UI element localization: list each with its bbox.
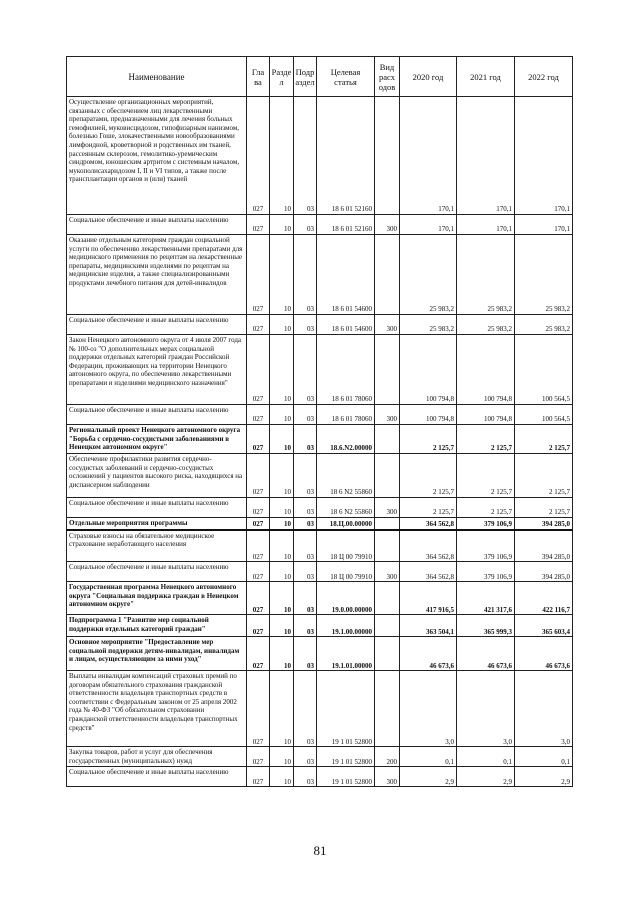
table-row: [67, 405, 573, 425]
row-name: Оказание отдельным категориям граждан социальной услуги по обеспечению лекарственными препаратами для медицинского применения по рецептам на лекарственные препараты, медицинскими изделиями по рецептам на медицинские изделия, а также специализированными продуктами лечебного питания для детей-инвалидов: [67, 235, 247, 315]
row-razdel: 10: [270, 498, 294, 518]
header-celevaya: Целевая статья: [317, 57, 375, 97]
row-podrazdel: 03: [294, 97, 317, 215]
row-celevaya-statya: 18 6 01 52160: [317, 215, 375, 235]
table-row: [67, 335, 573, 405]
row-value-2020: 46 673,6: [400, 637, 457, 671]
row-glava: 027: [247, 405, 270, 425]
row-name: Отдельные мероприятия программы: [67, 518, 247, 530]
row-vid-raskhodov: 300: [375, 215, 400, 235]
row-value-2020: 170,1: [400, 97, 457, 215]
header-razdel: Разде л: [270, 57, 294, 97]
row-podrazdel: 03: [294, 671, 317, 747]
row-value-2020: 363 504,1: [400, 615, 457, 637]
row-name: Подпрограмма 1 "Развитие мер социальной поддержки отдельных категорий граждан": [67, 615, 247, 637]
row-celevaya-statya: 18 6 N2 55860: [317, 454, 375, 498]
row-glava: 027: [247, 518, 270, 530]
row-vid-raskhodov: [375, 615, 400, 637]
row-podrazdel: 03: [294, 405, 317, 425]
row-razdel: 10: [270, 582, 294, 615]
table-row: [67, 215, 573, 235]
row-podrazdel: 03: [294, 454, 317, 498]
row-celevaya-statya: 18 6 01 78060: [317, 335, 375, 405]
row-glava: 027: [247, 235, 270, 315]
row-razdel: 10: [270, 215, 294, 235]
table-row: [67, 637, 573, 671]
row-glava: 027: [247, 97, 270, 215]
row-razdel: 10: [270, 615, 294, 637]
row-vid-raskhodov: [375, 235, 400, 315]
row-value-2021: 421 317,6: [457, 582, 515, 615]
row-celevaya-statya: 19.1.01.00000: [317, 637, 375, 671]
row-value-2022: 100 564,5: [515, 335, 573, 405]
table-row: [67, 767, 573, 787]
row-name: Государственная программа Ненецкого автономного округа "Социальная поддержка граждан в Ненецком автономном округе": [67, 582, 247, 615]
row-value-2022: 394 285,0: [515, 562, 573, 582]
row-glava: 027: [247, 454, 270, 498]
row-value-2021: 25 983,2: [457, 235, 515, 315]
row-podrazdel: 03: [294, 425, 317, 454]
row-glava: 027: [247, 671, 270, 747]
row-value-2020: 2 125,7: [400, 498, 457, 518]
budget-table: [66, 56, 573, 787]
row-podrazdel: 03: [294, 215, 317, 235]
row-glava: 027: [247, 335, 270, 405]
table-header-row: [67, 57, 573, 97]
row-value-2021: 379 106,9: [457, 530, 515, 562]
row-value-2022: 0,1: [515, 747, 573, 767]
row-vid-raskhodov: [375, 518, 400, 530]
row-celevaya-statya: 19 1 01 52800: [317, 767, 375, 787]
row-podrazdel: 03: [294, 530, 317, 562]
header-name: Наименование: [67, 57, 247, 97]
row-value-2022: 170,1: [515, 215, 573, 235]
row-vid-raskhodov: [375, 335, 400, 405]
row-value-2022: 100 564,5: [515, 405, 573, 425]
row-podrazdel: 03: [294, 767, 317, 787]
row-value-2021: 379 106,9: [457, 518, 515, 530]
row-value-2020: 170,1: [400, 215, 457, 235]
row-podrazdel: 03: [294, 498, 317, 518]
row-value-2020: 0,1: [400, 747, 457, 767]
row-value-2021: 0,1: [457, 747, 515, 767]
row-name: Обеспечение профилактики развития сердечно-сосудистых заболеваний и сердечно-сосудистых осложнений у пациентов высокого риска, находящихся на диспансерном наблюдении: [67, 454, 247, 498]
row-value-2021: 100 794,8: [457, 335, 515, 405]
row-razdel: 10: [270, 425, 294, 454]
row-value-2021: 25 983,2: [457, 315, 515, 335]
table-row: [67, 315, 573, 335]
row-name: Социальное обеспечение и иные выплаты населению: [67, 215, 247, 235]
table-row: [67, 235, 573, 315]
row-value-2022: 25 983,2: [515, 235, 573, 315]
row-value-2020: 100 794,8: [400, 405, 457, 425]
row-name: Социальное обеспечение и иные выплаты населению: [67, 315, 247, 335]
row-value-2022: 394 285,0: [515, 530, 573, 562]
row-name: Социальное обеспечение и иные выплаты населению: [67, 405, 247, 425]
row-razdel: 10: [270, 335, 294, 405]
row-value-2021: 379 106,9: [457, 562, 515, 582]
table-row: [67, 97, 573, 215]
row-name: Социальное обеспечение и иные выплаты населению: [67, 767, 247, 787]
row-podrazdel: 03: [294, 637, 317, 671]
row-vid-raskhodov: [375, 530, 400, 562]
row-value-2021: 170,1: [457, 215, 515, 235]
row-value-2022: 2,9: [515, 767, 573, 787]
row-value-2021: 46 673,6: [457, 637, 515, 671]
row-razdel: 10: [270, 671, 294, 747]
row-vid-raskhodov: 300: [375, 767, 400, 787]
row-vid-raskhodov: 300: [375, 405, 400, 425]
row-podrazdel: 03: [294, 562, 317, 582]
page-number: 81: [313, 843, 327, 858]
row-glava: 027: [247, 637, 270, 671]
row-name: Социальное обеспечение и иные выплаты населению: [67, 562, 247, 582]
row-vid-raskhodov: [375, 582, 400, 615]
budget-table-sheet: [66, 56, 572, 787]
row-celevaya-statya: 18.6.N2.00000: [317, 425, 375, 454]
row-celevaya-statya: 18 6 01 54600: [317, 315, 375, 335]
row-celevaya-statya: 19.0.00.00000: [317, 582, 375, 615]
row-podrazdel: 03: [294, 335, 317, 405]
row-razdel: 10: [270, 454, 294, 498]
row-razdel: 10: [270, 767, 294, 787]
header-podrazdel: Подр аздел: [294, 57, 317, 97]
row-value-2020: 3,0: [400, 671, 457, 747]
row-celevaya-statya: 18 6 N2 55860: [317, 498, 375, 518]
row-glava: 027: [247, 498, 270, 518]
row-value-2022: 422 116,7: [515, 582, 573, 615]
row-name: Основное мероприятие "Предоставление мер социальной поддержки детям-инвалидам, инвалидам и лицам, осуществляющим за ними уход": [67, 637, 247, 671]
row-podrazdel: 03: [294, 315, 317, 335]
row-glava: 027: [247, 582, 270, 615]
table-body: [67, 97, 573, 787]
row-glava: 027: [247, 562, 270, 582]
row-vid-raskhodov: [375, 454, 400, 498]
table-row: [67, 582, 573, 615]
row-value-2022: 25 983,2: [515, 315, 573, 335]
row-celevaya-statya: 18.Ц.00.00000: [317, 518, 375, 530]
row-razdel: 10: [270, 747, 294, 767]
row-razdel: 10: [270, 405, 294, 425]
row-celevaya-statya: 18 6 01 78060: [317, 405, 375, 425]
row-celevaya-statya: 18 Ц 00 79910: [317, 530, 375, 562]
row-glava: 027: [247, 315, 270, 335]
row-celevaya-statya: 19 1 01 52800: [317, 747, 375, 767]
row-celevaya-statya: 19 1 01 52800: [317, 671, 375, 747]
table-row: [67, 518, 573, 530]
row-podrazdel: 03: [294, 615, 317, 637]
row-value-2022: 365 603,4: [515, 615, 573, 637]
row-value-2022: 2 125,7: [515, 454, 573, 498]
row-razdel: 10: [270, 562, 294, 582]
row-value-2022: 2 125,7: [515, 425, 573, 454]
row-name: Закон Ненецкого автономного округа от 4 июля 2007 года № 100-оз "О дополнительных мерах социальной поддержки отдельных категорий граждан Российской Федерации, проживающих на территории Ненецкого автономного округа, по обеспечению лекарственными препаратами и изделиями медицинского назначения": [67, 335, 247, 405]
row-vid-raskhodov: [375, 97, 400, 215]
row-name: Страховые взносы на обязательное медицинское страхование неработающего населения: [67, 530, 247, 562]
row-value-2020: 2 125,7: [400, 454, 457, 498]
row-value-2020: 417 916,5: [400, 582, 457, 615]
row-glava: 027: [247, 530, 270, 562]
table-row: [67, 615, 573, 637]
header-2021: 2021 год: [457, 57, 515, 97]
row-glava: 027: [247, 615, 270, 637]
row-razdel: 10: [270, 235, 294, 315]
header-2022: 2022 год: [515, 57, 573, 97]
row-name: Закупка товаров, работ и услуг для обеспечения государственных (муниципальных) нужд: [67, 747, 247, 767]
row-value-2022: 170,1: [515, 97, 573, 215]
row-vid-raskhodov: [375, 637, 400, 671]
row-podrazdel: 03: [294, 518, 317, 530]
row-value-2022: 2 125,7: [515, 498, 573, 518]
header-glava: Гла ва: [247, 57, 270, 97]
row-vid-raskhodov: 300: [375, 498, 400, 518]
header-2020: 2020 год: [400, 57, 457, 97]
row-value-2021: 2 125,7: [457, 454, 515, 498]
row-value-2020: 364 562,8: [400, 518, 457, 530]
row-razdel: 10: [270, 97, 294, 215]
table-row: [67, 562, 573, 582]
row-celevaya-statya: 18 Ц 00 79910: [317, 562, 375, 582]
row-razdel: 10: [270, 637, 294, 671]
row-value-2021: 170,1: [457, 97, 515, 215]
row-vid-raskhodov: [375, 671, 400, 747]
row-podrazdel: 03: [294, 235, 317, 315]
row-value-2020: 364 562,8: [400, 562, 457, 582]
row-value-2020: 25 983,2: [400, 235, 457, 315]
row-value-2022: 46 673,6: [515, 637, 573, 671]
table-row: [67, 454, 573, 498]
row-glava: 027: [247, 747, 270, 767]
table-row: [67, 671, 573, 747]
header-vid: Вид расх одов: [375, 57, 400, 97]
row-glava: 027: [247, 425, 270, 454]
row-name: Социальное обеспечение и иные выплаты населению: [67, 498, 247, 518]
row-podrazdel: 03: [294, 582, 317, 615]
row-value-2020: 25 983,2: [400, 315, 457, 335]
row-vid-raskhodov: 300: [375, 315, 400, 335]
row-glava: 027: [247, 767, 270, 787]
table-row: [67, 530, 573, 562]
row-celevaya-statya: 18 6 01 54600: [317, 235, 375, 315]
row-vid-raskhodov: [375, 425, 400, 454]
row-name: Региональный проект Ненецкого автономного округа "Борьба с сердечно-сосудистыми заболеваниями в Ненецком автономном округе": [67, 425, 247, 454]
row-podrazdel: 03: [294, 747, 317, 767]
row-razdel: 10: [270, 518, 294, 530]
row-value-2021: 2 125,7: [457, 498, 515, 518]
row-name: Выплаты инвалидам компенсаций страховых премий по договорам обязательного страхования гражданской ответственности владельцев транспортных средств в соответствии с Федеральным законом от 25 апреля 2002 года № 40-ФЗ "Об обязательном страховании гражданской ответственности владельцев транспортных средств": [67, 671, 247, 747]
row-glava: 027: [247, 215, 270, 235]
row-value-2022: 394 285,0: [515, 518, 573, 530]
table-row: [67, 747, 573, 767]
row-value-2020: 364 562,8: [400, 530, 457, 562]
row-celevaya-statya: 19.1.00.00000: [317, 615, 375, 637]
row-celevaya-statya: 18 6 01 52160: [317, 97, 375, 215]
row-value-2021: 365 999,3: [457, 615, 515, 637]
row-vid-raskhodov: 200: [375, 747, 400, 767]
table-row: [67, 498, 573, 518]
row-value-2021: 2 125,7: [457, 425, 515, 454]
row-name: Осуществление организационных мероприятий, связанных с обеспечением лиц лекарственными препаратами, предназначенными для лечения больных гемофилией, муковисцидозом, гипофизарным нанизмом, болезнью Гоше, злокачественными новообразованиями лимфоидной, кроветворной и родственных им тканей, рассеянным склерозом, гемолитико-уремическим синдромом, юношеским артритом с системным началом, мукополисахаридозом I, II и VI типов, а также после трансплантации органов и (или) тканей: [67, 97, 247, 215]
row-value-2021: 2,9: [457, 767, 515, 787]
row-value-2020: 2 125,7: [400, 425, 457, 454]
row-razdel: 10: [270, 530, 294, 562]
table-row: [67, 425, 573, 454]
row-razdel: 10: [270, 315, 294, 335]
row-value-2022: 3,0: [515, 671, 573, 747]
row-vid-raskhodov: 300: [375, 562, 400, 582]
row-value-2020: 100 794,8: [400, 335, 457, 405]
row-value-2020: 2,9: [400, 767, 457, 787]
row-value-2021: 100 794,8: [457, 405, 515, 425]
row-value-2021: 3,0: [457, 671, 515, 747]
